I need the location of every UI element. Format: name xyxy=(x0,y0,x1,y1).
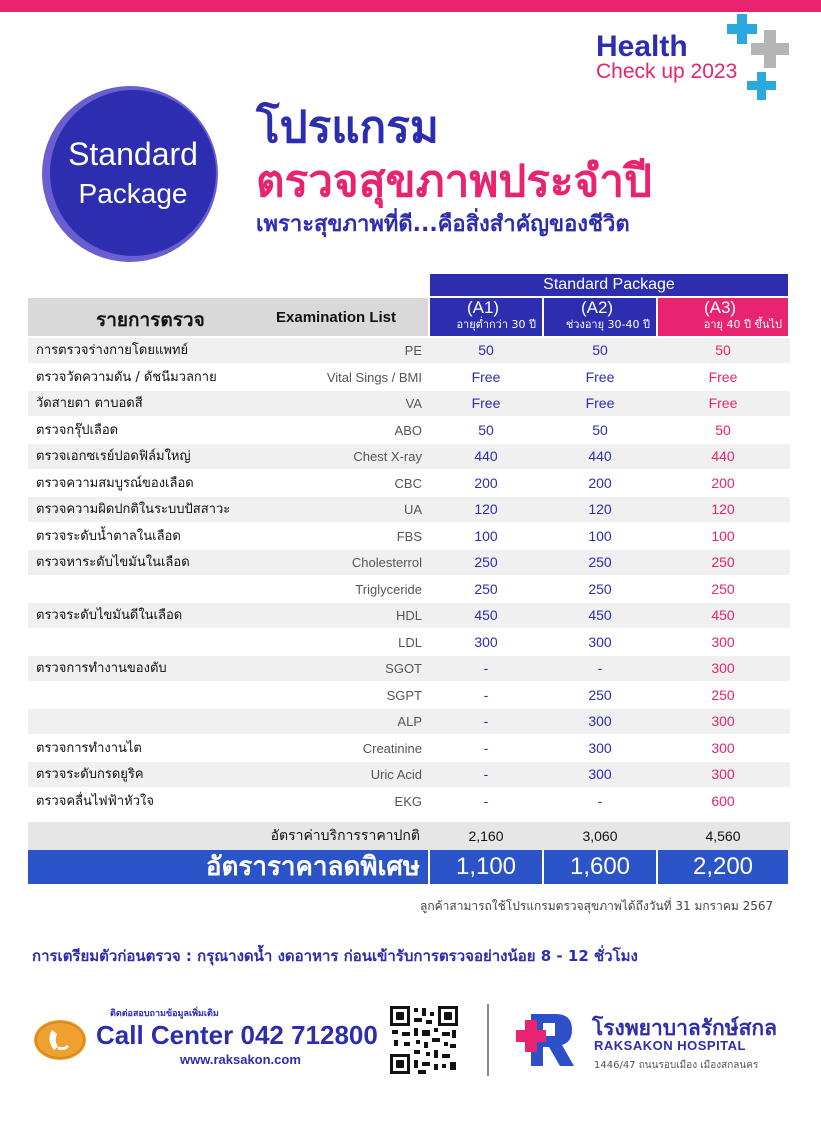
exam-name-eng: HDL xyxy=(395,608,422,623)
website-link[interactable]: www.raksakon.com xyxy=(180,1052,301,1067)
price-a2: 300 xyxy=(588,633,612,650)
normal-price-a3: 4,560 xyxy=(705,828,741,844)
exam-name-thai: ตรวจการทำงานของตับ xyxy=(36,661,167,676)
exam-name-eng: Triglyceride xyxy=(355,581,422,597)
table-row xyxy=(28,418,790,443)
title-line-1: โปรแกรม xyxy=(256,102,439,153)
table-row xyxy=(28,550,790,575)
exam-name-eng: PE xyxy=(404,343,422,358)
special-price-a1: 1,100 xyxy=(430,850,542,884)
exam-name-eng: Chest X-ray xyxy=(353,449,422,464)
exam-name-thai: ตรวจหาระดับไขมันในเลือด xyxy=(36,555,190,570)
price-a3: 300 xyxy=(711,739,735,756)
column-header-thai: รายการตรวจ xyxy=(96,309,205,331)
exam-name-thai: ตรวจเอกซเรย์ปอดฟิล์มใหญ่ xyxy=(36,449,191,464)
package-header: Standard Package xyxy=(430,274,788,296)
table-row xyxy=(28,709,790,734)
exam-name-thai: ตรวจความสมบูรณ์ของเลือด xyxy=(36,475,194,491)
price-a2: 300 xyxy=(588,713,612,729)
exam-name-eng: Vital Sings / BMI xyxy=(326,369,422,385)
exam-name-eng: Creatinine xyxy=(362,740,422,756)
price-a2: 440 xyxy=(588,448,612,464)
table-row xyxy=(28,444,790,469)
price-a3: 250 xyxy=(711,554,735,570)
validity-note: ลูกค้าสามารถใช้โปรแกรมตรวจสุขภาพได้ถึงวันที่ 31 มกราคม 2567 xyxy=(420,899,774,913)
price-a1: 250 xyxy=(474,580,498,597)
special-price-a3: 2,200 xyxy=(658,850,788,884)
price-a2: 200 xyxy=(588,474,612,491)
special-price-a2: 1,600 xyxy=(544,850,656,884)
table-row xyxy=(28,391,790,416)
title-line-2: ตรวจสุขภาพประจำปี xyxy=(256,156,652,207)
price-a1: 100 xyxy=(474,527,498,544)
hospital-name-eng: RAKSAKON HOSPITAL xyxy=(594,1038,746,1053)
exam-name-thai: ตรวจวัดความดัน / ดัชนีมวลกาย xyxy=(36,369,217,385)
column-header-a2 xyxy=(544,298,656,336)
price-a1: Free xyxy=(471,395,501,411)
price-a3: 250 xyxy=(711,686,735,703)
raksakon-logo-icon xyxy=(514,1010,576,1070)
table-row xyxy=(28,577,790,602)
hospital-name-thai: โรงพยาบาลรักษ์สกล xyxy=(592,1016,777,1040)
price-a1: - xyxy=(483,660,489,676)
column-header-a1 xyxy=(430,298,542,336)
column-header-eng: Examination List xyxy=(276,309,397,326)
price-a2: 250 xyxy=(588,554,612,570)
standard-package-badge xyxy=(50,90,216,256)
price-a2: Free xyxy=(585,368,615,385)
price-a3: 300 xyxy=(711,633,735,650)
price-a1: 200 xyxy=(474,474,498,491)
price-a2: 50 xyxy=(592,421,608,438)
exam-name-thai: วัดสายตา ตาบอดสี xyxy=(36,396,143,411)
price-a2: 300 xyxy=(588,766,612,782)
phone-icon xyxy=(34,1020,86,1060)
exam-name-eng: Cholesterrol xyxy=(351,555,422,570)
price-a2: 100 xyxy=(588,527,612,544)
exam-name-thai: ตรวจกรุ๊ปเลือด xyxy=(36,422,119,438)
exam-name-eng: FBS xyxy=(396,528,422,544)
subtitle: เพราะสุขภาพที่ดี...คือสิ่งสำคัญของชีวิต xyxy=(256,212,630,237)
price-a3: 300 xyxy=(711,766,735,782)
price-a3: 50 xyxy=(715,421,731,438)
price-a1: Free xyxy=(471,368,501,385)
price-a3: Free xyxy=(708,395,738,411)
footer-divider xyxy=(487,1004,489,1076)
price-a3: 440 xyxy=(711,448,735,464)
exam-name-thai: ตรวจระดับน้ำตาลในเลือด xyxy=(36,528,181,544)
price-a3: 300 xyxy=(711,713,735,729)
column-header-a3 xyxy=(658,298,788,336)
exam-name-thai: ตรวจการทำงานไต xyxy=(36,740,142,756)
price-a1: - xyxy=(483,686,489,703)
price-a1: 300 xyxy=(474,633,498,650)
price-a2: - xyxy=(597,792,603,809)
exam-name-eng: ABO xyxy=(394,422,422,438)
price-a1: 450 xyxy=(474,607,498,623)
exam-name-thai: ตรวจความผิดปกติในระบบปัสสาวะ xyxy=(36,502,231,517)
table-row xyxy=(28,365,790,390)
table-row xyxy=(28,789,790,814)
price-a3: 600 xyxy=(711,792,735,809)
exam-name-eng: SGPT xyxy=(386,687,422,703)
top-accent-bar xyxy=(0,0,821,12)
price-a3: 100 xyxy=(711,527,735,544)
exam-name-eng: UA xyxy=(403,502,422,517)
price-a2: Free xyxy=(585,395,615,411)
price-a2: 250 xyxy=(588,686,612,703)
exam-name-eng: LDL xyxy=(398,634,422,650)
table-row xyxy=(28,603,790,628)
price-a2: 300 xyxy=(588,739,612,756)
price-a3: 300 xyxy=(711,660,735,676)
price-a3: 120 xyxy=(711,501,735,517)
price-a3: Free xyxy=(708,368,738,385)
table-row xyxy=(28,524,790,549)
badge-line-2: Package xyxy=(78,178,188,209)
contact-caption: ติดต่อสอบถามข้อมูลเพิ่มเติม xyxy=(110,1009,219,1019)
hospital-address: 1446/47 ถนนรอบเมือง เมืองสกลนคร xyxy=(594,1060,759,1071)
column-age: อายุต่ำกว่า 30 ปี xyxy=(456,318,536,331)
table-row xyxy=(28,338,790,363)
price-a2: - xyxy=(597,660,603,676)
exam-name-eng: EKG xyxy=(394,793,422,809)
table-row xyxy=(28,736,790,761)
table-row xyxy=(28,471,790,496)
price-a2: 50 xyxy=(592,342,608,358)
price-a2: 450 xyxy=(588,607,612,623)
exam-name-eng: SGOT xyxy=(385,661,422,676)
exam-name-eng: CBC xyxy=(394,475,422,491)
price-a1: 50 xyxy=(478,421,494,438)
price-a1: 440 xyxy=(474,448,498,464)
price-a2: 250 xyxy=(588,580,612,597)
exam-name-thai: ตรวจระดับกรดยูริค xyxy=(36,767,144,782)
health-checkup-logo xyxy=(596,14,811,104)
price-a2: 120 xyxy=(588,501,612,517)
price-a1: 50 xyxy=(478,342,494,358)
table-row xyxy=(28,630,790,655)
call-center-number[interactable]: Call Center 042 712800 xyxy=(96,1020,378,1050)
price-a3: 250 xyxy=(711,580,735,597)
column-age: ช่วงอายุ 30-40 ปี xyxy=(565,318,650,331)
exam-name-eng: ALP xyxy=(397,714,422,729)
price-a1: - xyxy=(483,713,489,729)
price-a3: 200 xyxy=(711,474,735,491)
price-a1: 120 xyxy=(474,501,498,517)
plus-cross-icon xyxy=(596,14,811,104)
special-price-label: อัตราราคาลดพิเศษ xyxy=(205,852,420,882)
table-row xyxy=(28,497,790,522)
exam-name-thai: ตรวจคลื่นไฟฟ้าหัวใจ xyxy=(36,793,154,809)
price-a3: 50 xyxy=(715,342,731,358)
exam-name-thai: การตรวจร่างกายโดยแพทย์ xyxy=(36,343,189,358)
price-a1: 250 xyxy=(474,554,498,570)
table-row xyxy=(28,683,790,708)
price-a3: 450 xyxy=(711,607,735,623)
exam-name-eng: VA xyxy=(405,396,422,411)
preparation-note: การเตรียมตัวก่อนตรวจ : กรุณางดน้ำ งดอาหาร ก่อนเข้ารับการตรวจอย่างน้อย 8 - 12 ชั่วโมง xyxy=(32,947,638,965)
normal-price-a1: 2,160 xyxy=(468,828,504,844)
column-code: (A1) xyxy=(466,298,500,317)
price-a1: - xyxy=(483,792,489,809)
price-a1: - xyxy=(483,766,489,782)
table-row xyxy=(28,762,790,787)
badge-line-1: Standard xyxy=(68,136,198,172)
column-code: (A3) xyxy=(703,298,737,317)
column-code: (A2) xyxy=(580,298,614,317)
normal-price-label: อัตราค่าบริการราคาปกติ xyxy=(270,828,420,844)
exam-name-thai: ตรวจระดับไขมันดีในเลือด xyxy=(36,608,183,623)
exam-name-eng: Uric Acid xyxy=(370,767,422,782)
column-age: อายุ 40 ปี ขึ้นไป xyxy=(703,318,782,331)
table-row xyxy=(28,656,790,681)
logo-line-2: Check up 2023 xyxy=(596,60,738,83)
logo-line-1: Health xyxy=(596,30,688,63)
normal-price-a2: 3,060 xyxy=(582,828,618,844)
phone-handset-icon xyxy=(34,1020,86,1060)
price-a1: - xyxy=(483,739,489,756)
qr-code[interactable] xyxy=(388,1004,460,1076)
